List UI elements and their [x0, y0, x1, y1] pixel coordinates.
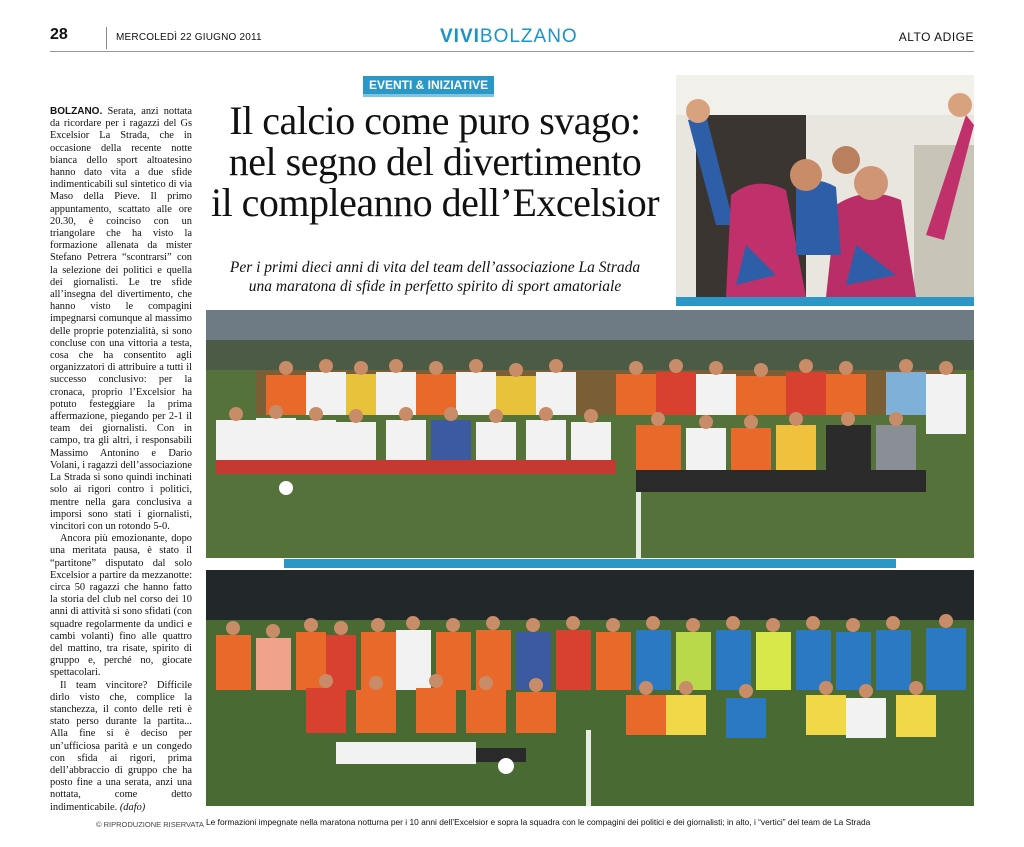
subheadline-line: Per i primi dieci anni di vita del team dell’associazione La Strada [229, 259, 641, 276]
headline [200, 100, 670, 223]
subheadline [200, 258, 670, 296]
body-paragraph [50, 106, 192, 533]
author-signature: (dafo) [119, 801, 146, 813]
photo-accent-bar [676, 297, 974, 306]
headline-line: il compleanno dell’Excelsior [210, 180, 660, 225]
page-number: 28 [50, 26, 68, 43]
body-paragraph: Ancora più emozionante, dopo una meritata pausa, è stato il “partitone” disputato dal solo Excelsior a partire da mezzanotte: circa 50 ragazzi che hanno fatto la storia del club nel corso dei 10 anni di attività si sono sfidati (con squadre regolarmente da undici e cambi volanti) fino alle quattro del mattino, tra risate, spirito di gruppo e, perché no, giocate spettacolari. [50, 533, 192, 679]
section-brand [440, 26, 578, 48]
brand-thin: BOLZANO [479, 26, 578, 47]
dateline: BOLZANO. [50, 106, 103, 117]
article-body [50, 106, 192, 814]
body-paragraph [50, 680, 192, 814]
paragraph-text: Serata, anzi nottata da ricordare per i ragazzi del Gs Excelsior La Strada, che in occasione della recente notte bianca dello sport altoatesino hanno dato vita a due sfide indimenticabili sul sintetico di via Maso della Pieve. Il primo appuntamento, scattato alle ore 20.30, è coinciso con un triangolare che ha visto la formazione allenata da mister Stefano Petrera “scontrarsi” con la selezione dei politici e quella dei giornalisti. Le tre sfide all’insegna del divertimento, che hanno visto le compagini impegnarsi comunque al massimo delle proprie potenzialità, si sono concluse con una vittoria a testa, cosa che ha consentito agli organizzatori di attribuire a tutti il successo conclusivo: per la cronaca, proprio l’Excelsior ha potuto festeggiare la prima affermazione, piegando per 2-1 il team dei giornalisti. Con in campo, tra gli altri, i responsabili Massimo Antonino e Dario Volani, i ragazzi dell’associazione La Strada si sono quindi inchinati solo ai rigori contro i politici, mentre nella gara conclusiva a imporsi sono stati i giornalisti, vincitori con un rotondo 5-0. [50, 106, 192, 532]
edition-label: ALTO ADIGE [898, 30, 974, 44]
issue-date: MERCOLEDÌ 22 GIUGNO 2011 [116, 32, 262, 43]
brand-bold: VIVI [440, 26, 480, 47]
photo-triangular-teams [206, 310, 974, 558]
photo-team-leaders [676, 75, 974, 297]
headline-line: nel segno del divertimento [228, 139, 642, 184]
paragraph-text: Il team vincitore? Difficile dirlo visto che, complice la stanchezza, il conto delle reti è stato perso durante la partita... Alla fine si è deciso per un’ufficiosa parità e un congedo con sfida ai rigori, prima dell’abbraccio di gruppo che ha posto fine a una serata, anzi una nottata, come detto indimenticabile. [50, 679, 192, 813]
photo-divider-bar [284, 559, 896, 568]
header-rule [50, 51, 974, 52]
copyright-notice: © RIPRODUZIONE RISERVATA [96, 820, 204, 829]
photo-excelsior-squad-image [206, 570, 974, 806]
headline-line: Il calcio come puro svago: [229, 98, 641, 143]
photo-caption: Le formazioni impegnate nella maratona notturna per i 10 anni dell’Excelsior e sopra la squadra con le compagini dei politici e dei giornalisti; in alto, i “vertici” del team de La Strada [206, 817, 871, 827]
header-divider [106, 27, 107, 49]
subheadline-line: una maratona di sfide in perfetto spirito di sport amatoriale [248, 278, 622, 295]
photo-team-leaders-image [676, 75, 974, 297]
photo-triangular-teams-image [206, 310, 974, 558]
category-tag: EVENTI & INIZIATIVE [363, 76, 494, 97]
photo-excelsior-squad [206, 570, 974, 806]
